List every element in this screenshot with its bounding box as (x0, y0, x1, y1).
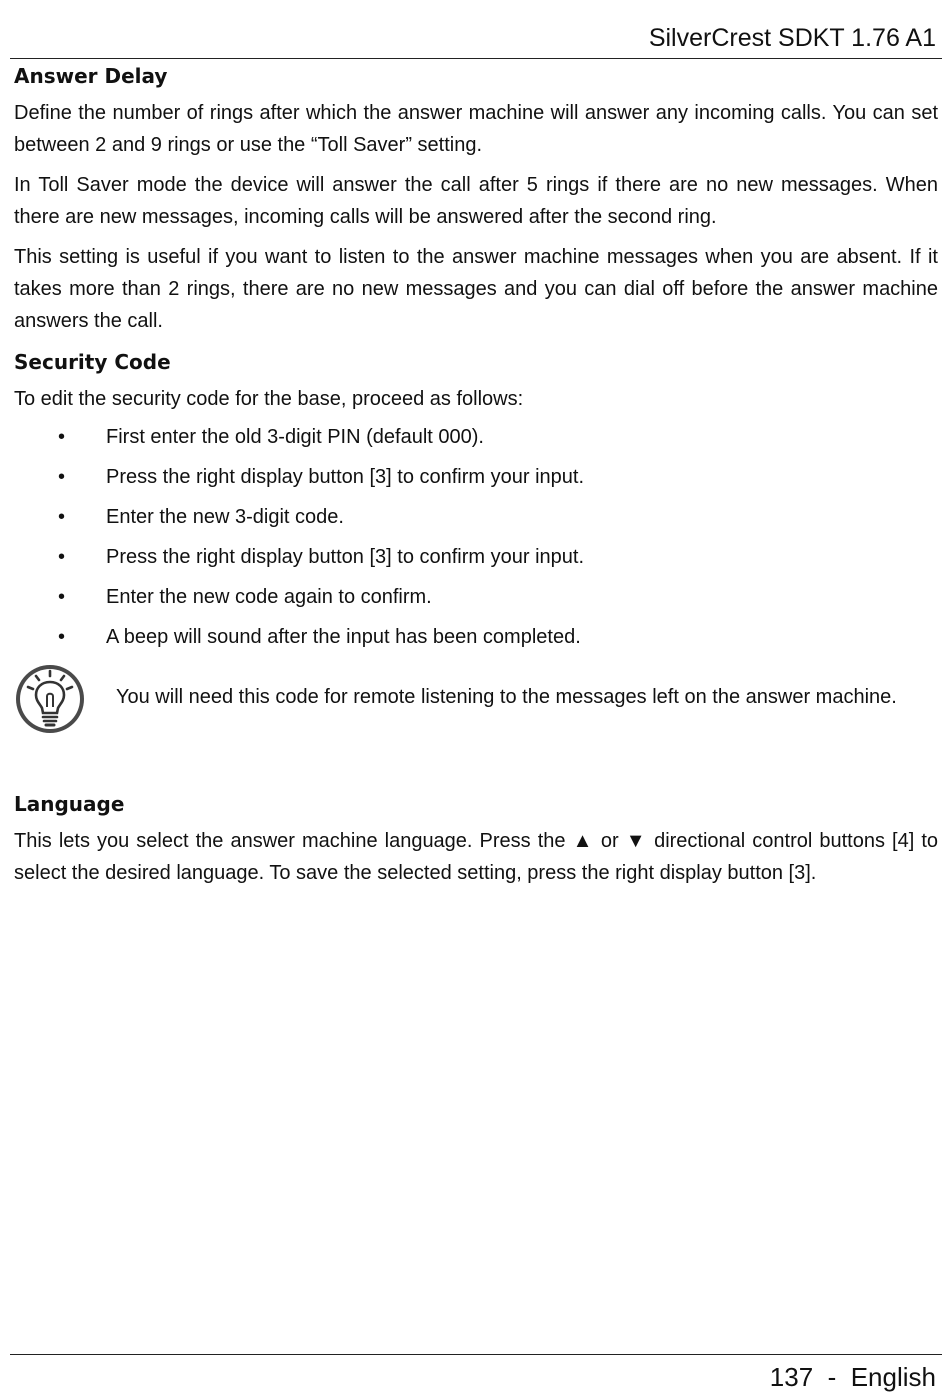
document-header-title: SilverCrest SDKT 1.76 A1 (648, 24, 936, 52)
bullet: • (58, 466, 66, 488)
security-code-intro: To edit the security code for the base, proceed as follows: (14, 388, 524, 410)
header-divider (10, 58, 942, 59)
step-text: Enter the new 3-digit code. (106, 506, 344, 528)
bullet: • (58, 546, 66, 568)
list-item (14, 461, 938, 493)
step-text: A beep will sound after the input has been completed. (106, 626, 581, 648)
language-heading: Language (14, 792, 125, 816)
step-text: First enter the old 3-digit PIN (default 000). (106, 426, 484, 448)
footer-divider (10, 1354, 942, 1355)
list-item (14, 541, 938, 573)
bullet: • (58, 586, 66, 608)
step-text: Enter the new code again to confirm. (106, 586, 432, 608)
answer-delay-paragraph-2: In Toll Saver mode the device will answer the call after 5 rings if there are no new messages. When there are new messages, incoming calls will be answered after the second ring. (14, 174, 938, 228)
list-item (14, 501, 938, 533)
security-code-heading: Security Code (14, 350, 171, 374)
lightbulb-icon (14, 663, 86, 735)
list-item (14, 621, 938, 653)
list-item (14, 421, 938, 453)
step-text: Press the right display button [3] to confirm your input. (106, 546, 585, 568)
tip-text: You will need this code for remote listening to the messages left on the answer machine. (116, 686, 897, 708)
answer-delay-paragraph-3: This setting is useful if you want to listen to the answer machine messages when you are absent. If it takes more than 2 rings, there are no new messages and you can dial off before the answer machine answers the call. (14, 246, 938, 332)
page-content (14, 63, 938, 889)
answer-delay-paragraph-1: Define the number of rings after which the answer machine will answer any incoming calls. You can set between 2 and 9 rings or use the “Toll Saver” setting. (14, 102, 938, 156)
page-footer: 137 - English (769, 1362, 936, 1392)
bullet: • (58, 426, 66, 448)
bullet: • (58, 506, 66, 528)
answer-delay-heading: Answer Delay (14, 64, 168, 88)
security-code-steps (14, 421, 938, 653)
list-item (14, 581, 938, 613)
bullet: • (58, 626, 66, 648)
step-text: Press the right display button [3] to confirm your input. (106, 466, 585, 488)
language-paragraph: This lets you select the answer machine language. Press the ▲ or ▼ directional control buttons [4] to select the desired language. To save the selected setting, press the right display button [3]. (14, 830, 938, 884)
tip-note (14, 661, 938, 737)
